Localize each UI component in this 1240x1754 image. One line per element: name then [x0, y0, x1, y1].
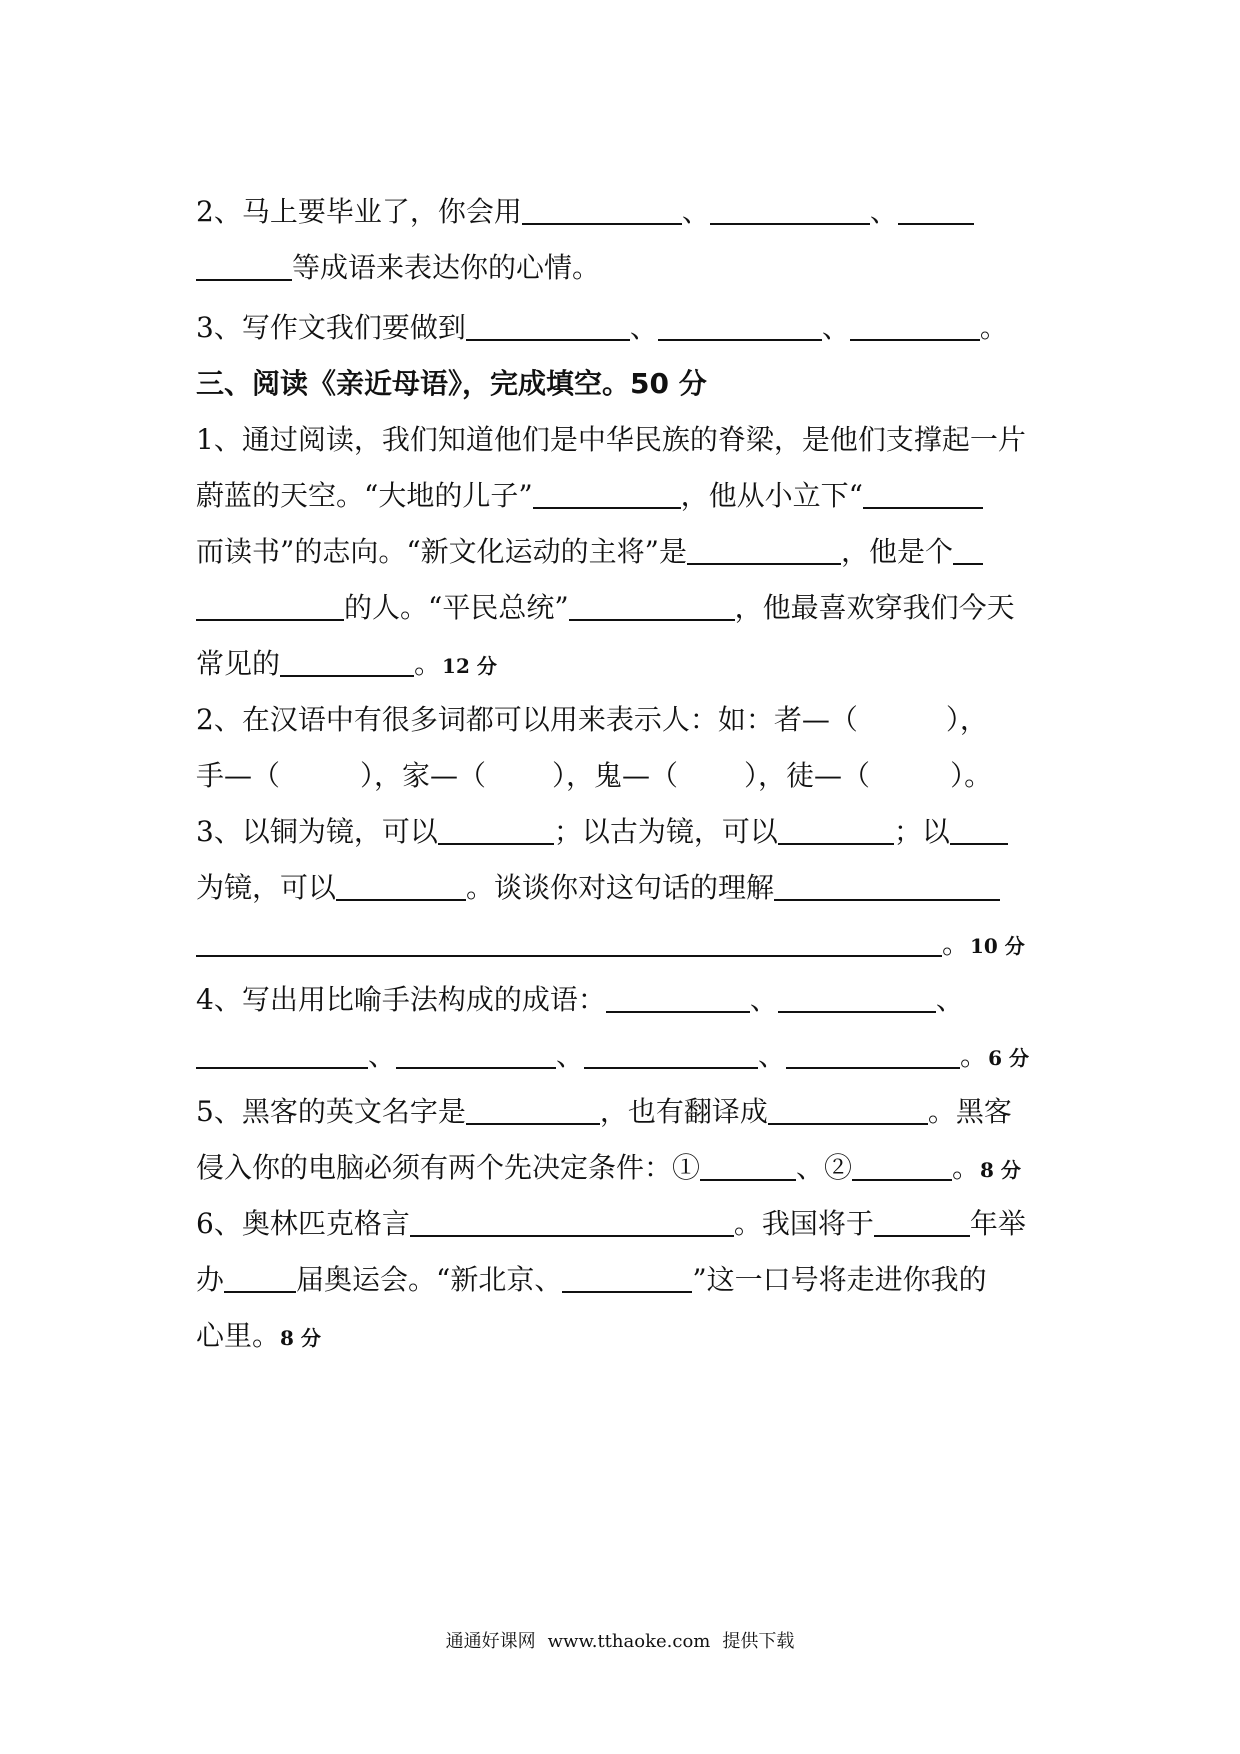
- blank[interactable]: [700, 1151, 796, 1181]
- blank[interactable]: [778, 815, 894, 845]
- page-footer: [0, 1630, 1240, 1654]
- blank[interactable]: [196, 1039, 368, 1069]
- blank[interactable]: [466, 1095, 600, 1125]
- blank[interactable]: [774, 871, 1000, 901]
- q3-6-line1: 6、奥林匹克格言 。我国将于 年举: [196, 1207, 1026, 1240]
- q3-5-line2: 侵入你的电脑必须有两个先决定条件：① 、② 。8 分: [196, 1151, 1021, 1184]
- score: 10 分: [970, 934, 1025, 958]
- footer-note: 提供下载: [722, 1631, 795, 1652]
- blank[interactable]: [953, 535, 983, 565]
- q3-2-line1: 2、在汉语中有很多词都可以用来表示人：如：者—（ ），: [196, 703, 988, 736]
- footer-site-name: 通通好课网: [445, 1631, 536, 1652]
- q3-4-line2: 、 、 、 。6 分: [196, 1036, 1029, 1078]
- blank[interactable]: [196, 251, 292, 281]
- score: 8 分: [280, 1326, 321, 1350]
- q3-1-line5: 常见的 。12 分: [196, 647, 497, 680]
- blank[interactable]: [569, 591, 735, 621]
- q3-1-line2: 蔚蓝的天空。“大地的儿子” ，他从小立下“: [196, 476, 983, 516]
- blank[interactable]: [852, 1151, 952, 1181]
- score: 12 分: [442, 654, 497, 678]
- blank[interactable]: [410, 1207, 734, 1237]
- blank[interactable]: [196, 591, 344, 621]
- q3-3-line2: 为镜，可以 。谈谈你对这句话的理解: [196, 868, 1000, 908]
- blank[interactable]: [396, 1039, 556, 1069]
- footer-url[interactable]: www.tthaoke.com: [547, 1631, 711, 1652]
- q3-1-line4: 的人。“平民总统” ，他最喜欢穿我们今天: [196, 588, 1015, 628]
- blank[interactable]: [850, 311, 980, 341]
- blank[interactable]: [224, 1263, 296, 1293]
- blank[interactable]: [786, 1039, 960, 1069]
- q3-6-line3: 心里。8 分: [196, 1319, 321, 1352]
- blank[interactable]: [768, 1095, 928, 1125]
- score: 6 分: [988, 1046, 1029, 1070]
- blank[interactable]: [336, 871, 466, 901]
- q3-1-line3: 而读书”的志向。“新文化运动的主将”是 ，他是个: [196, 532, 983, 572]
- blank[interactable]: [950, 815, 1008, 845]
- q2-2-line2: 等成语来表达你的心情。: [196, 248, 600, 288]
- score: 8 分: [980, 1158, 1021, 1182]
- q3-1-line1: 1、通过阅读，我们知道他们是中华民族的脊梁，是他们支撑起一片: [196, 423, 1026, 456]
- blank[interactable]: [687, 535, 841, 565]
- blank[interactable]: [863, 479, 983, 509]
- q3-3-line1: 3、以铜为镜，可以 ；以古为镜，可以 ；以: [196, 812, 1008, 852]
- blank[interactable]: [533, 479, 681, 509]
- q3-4-line1: 4、写出用比喻手法构成的成语： 、 、: [196, 983, 964, 1016]
- q3-5-line1: 5、黑客的英文名字是 ，也有翻译成 。黑客: [196, 1095, 1012, 1128]
- blank[interactable]: [658, 311, 822, 341]
- blank[interactable]: [874, 1207, 970, 1237]
- blank[interactable]: [280, 647, 414, 677]
- q3-3-line3: 。10 分: [196, 924, 1025, 966]
- blank[interactable]: [562, 1263, 692, 1293]
- blank[interactable]: [606, 983, 750, 1013]
- q3-6-line2: 办 届奥运会。“新北京、 ”这一口号将走进你我的: [196, 1263, 987, 1296]
- blank[interactable]: [196, 927, 942, 957]
- blank[interactable]: [898, 195, 974, 225]
- blank[interactable]: [522, 195, 682, 225]
- q2-3-line: 3、写作文我们要做到 、 、 。: [196, 311, 1008, 344]
- q3-2-line2: 手—（ ），家—（ ），鬼—（ ），徒—（ ）。: [196, 759, 993, 792]
- blank[interactable]: [710, 195, 870, 225]
- blank[interactable]: [466, 311, 630, 341]
- blank[interactable]: [584, 1039, 758, 1069]
- q2-2-line1: 2、马上要毕业了，你会用 、 、: [196, 192, 974, 232]
- section-3-title: 三、阅读《亲近母语》，完成填空。50 分: [196, 367, 707, 400]
- blank[interactable]: [438, 815, 554, 845]
- blank[interactable]: [778, 983, 936, 1013]
